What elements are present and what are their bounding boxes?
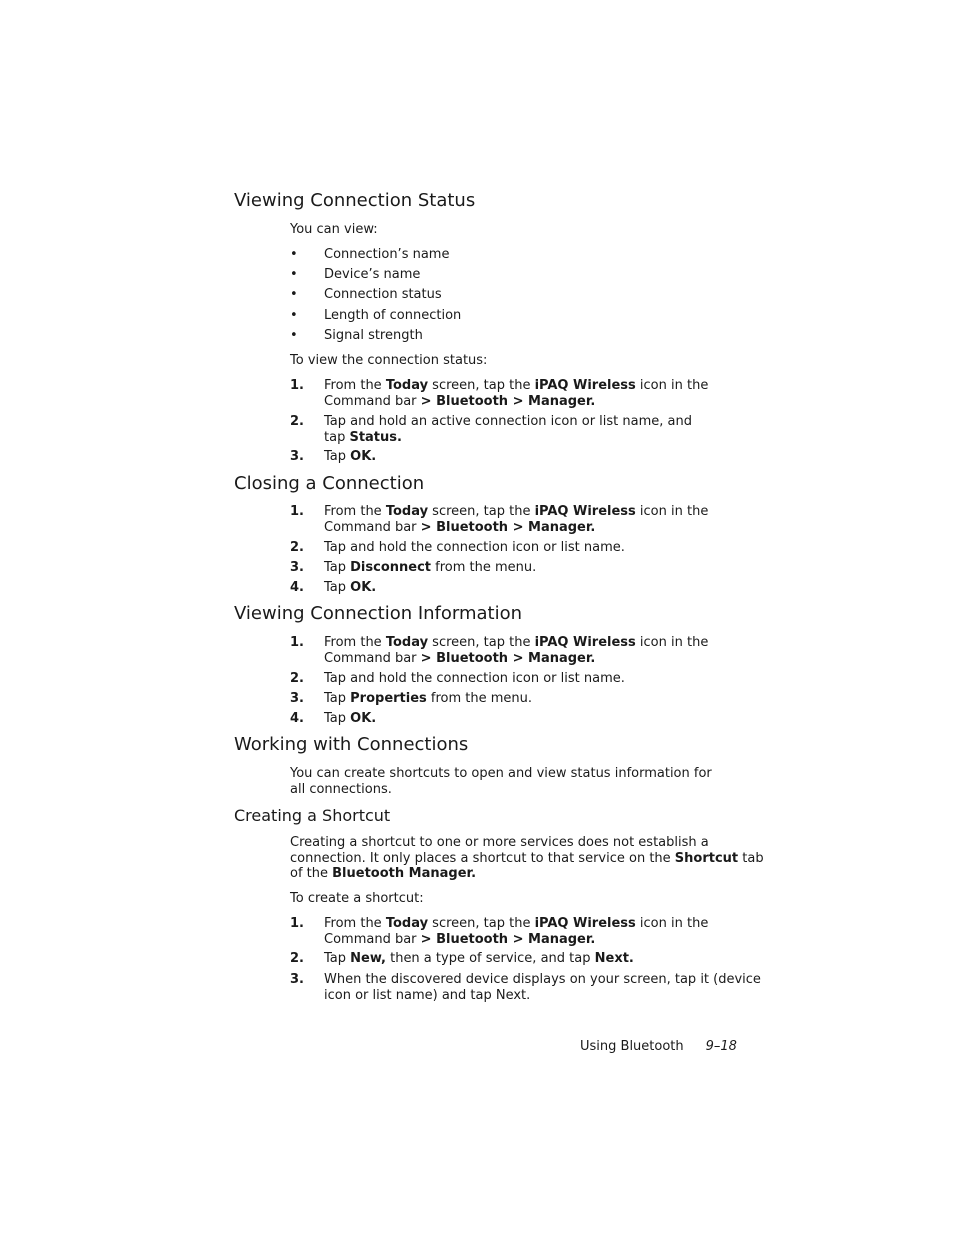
s5-paragraph: Creating a shortcut to one or more services does not establish a connection. It only places a shortcut to that service on the Shortcut tab of the Bluetooth Manager. bbox=[290, 835, 764, 881]
page-number: 9–18 bbox=[705, 1039, 737, 1054]
footer-section-title: Using Bluetooth bbox=[580, 1039, 684, 1054]
s4-paragraph: You can create shortcuts to open and view status information for all connections. bbox=[290, 766, 712, 797]
heading-working-with-connections: Working with Connections bbox=[234, 734, 469, 755]
s1-lead: To view the connection status: bbox=[290, 353, 488, 368]
heading-viewing-connection-status: Viewing Connection Status bbox=[234, 190, 476, 211]
s5-lead: To create a shortcut: bbox=[290, 891, 424, 906]
s1-intro: You can view: bbox=[290, 222, 378, 237]
heading-closing-a-connection: Closing a Connection bbox=[234, 473, 425, 494]
heading-creating-a-shortcut: Creating a Shortcut bbox=[234, 806, 391, 825]
heading-viewing-connection-information: Viewing Connection Information bbox=[234, 603, 523, 624]
page-footer bbox=[580, 1039, 737, 1054]
